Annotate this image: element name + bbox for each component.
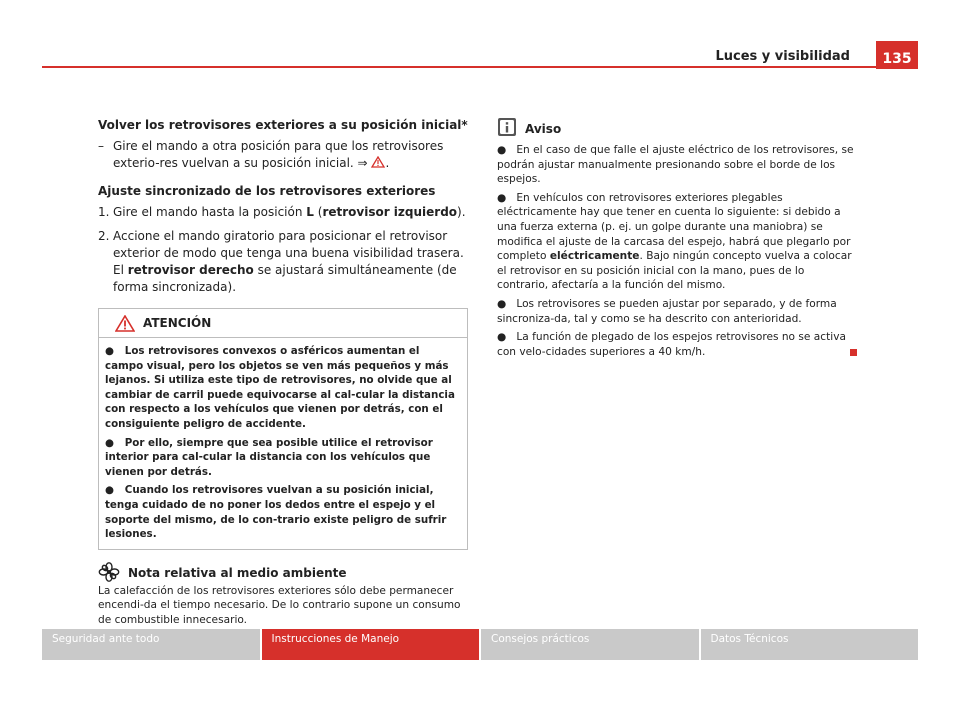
aviso-item-text: La función de plegado de los espejos retrovisores no se activa con velo-cidades superiores a 40 km/h.	[497, 331, 846, 358]
warning-ref-icon[interactable]	[371, 156, 385, 173]
attention-item	[105, 483, 461, 541]
bullet: ●	[497, 191, 507, 204]
bullet: ●	[105, 436, 114, 449]
header-title: Luces y visibilidad	[715, 49, 850, 64]
aviso-item	[497, 297, 857, 326]
bullet: ●	[497, 331, 507, 344]
aviso-item-text: En el caso de que falle el ajuste eléctrico de los retrovisores, se podrán ajustar manualmente presionando sobre el borde de los espejos.	[497, 144, 854, 186]
left-column	[98, 117, 468, 628]
step-bold-mirror: retrovisor izquierdo	[322, 205, 458, 219]
bullet: ●	[105, 484, 114, 497]
right-column	[497, 117, 857, 363]
info-note-icon	[497, 117, 517, 137]
tab-consejos[interactable]: Consejos prácticos	[481, 629, 699, 660]
step-text-part: ).	[457, 205, 466, 219]
warning-triangle-icon	[115, 315, 135, 332]
tab-datos[interactable]: Datos Técnicos	[701, 629, 919, 660]
step-number: 1.	[98, 205, 110, 219]
step-text	[113, 204, 466, 221]
environment-title: Nota relativa al medio ambiente	[128, 565, 347, 580]
section-heading-sync: Ajuste sincronizado de los retrovisores exteriores	[98, 184, 436, 198]
list-item	[98, 138, 468, 173]
step-number: 2.	[98, 229, 110, 243]
aviso-item-text: En vehículos con retrovisores exteriores plegables eléctricamente hay que tener en cuenta lo siguiente: si debido a una fuerza externa (p. ej. un golpe durante una maniobra) se modifica el ajuste de la carcasa del espejo, habrá que plegarlo por completo	[497, 191, 851, 263]
aviso-item	[497, 143, 857, 187]
attention-item	[105, 344, 461, 432]
section-heading-return: Volver los retrovisores exteriores a su posición inicial*	[98, 118, 468, 132]
environment-header	[98, 562, 468, 582]
bullet: ●	[497, 144, 507, 156]
dash-mark: –	[98, 139, 104, 153]
attention-header	[99, 309, 467, 338]
tab-instrucciones[interactable]: Instrucciones de Manejo	[262, 629, 480, 660]
list-item-text	[113, 138, 468, 173]
aviso-item-text: . Bajo ningún concepto vuelva a colocar el retrovisor en su posición inicial con la mano, pues de lo contrario, afectaría a la función del mismo.	[497, 250, 852, 292]
item-text: Gire el mando a otra posición para que los retrovisores exterio-res vuelvan a su posición inicial. ⇒	[113, 139, 444, 170]
aviso-header	[497, 117, 857, 137]
attention-item	[105, 436, 461, 480]
aviso-item	[497, 191, 857, 293]
attention-item-text: Cuando los retrovisores vuelvan a su posición inicial, tenga cuidado de no poner los dedos entre el espejo y el soporte del mismo, de lo con-trario existe peligro de sufrir lesiones.	[105, 484, 447, 541]
step-bold-mirror: retrovisor derecho	[127, 263, 254, 277]
step-text	[113, 228, 468, 296]
attention-body	[99, 338, 467, 549]
footer-nav	[42, 629, 918, 660]
step-1	[98, 204, 468, 221]
aviso-title: Aviso	[525, 122, 562, 137]
aviso-item	[497, 330, 857, 359]
end-of-section-mark	[850, 349, 857, 356]
step-text-part: Accione el mando giratorio para posicionar el retrovisor exterior de modo que tenga una buena visibilidad trasera. El	[113, 229, 464, 277]
attention-item-text: Por ello, siempre que sea posible utilice el retrovisor interior para cal-cular la distancia con los vehículos que vienen por detrás.	[105, 436, 433, 478]
aviso-item-text: Los retrovisores se pueden ajustar por separado, y de forma sincroniza-da, tal y como se ha descrito con anterioridad.	[497, 297, 837, 325]
step-2	[98, 228, 468, 296]
flower-icon	[98, 562, 120, 582]
tab-seguridad[interactable]: Seguridad ante todo	[42, 629, 260, 660]
bullet: ●	[105, 345, 114, 357]
attention-title: ATENCIÓN	[143, 316, 212, 330]
step-text-part: se ajustará simultáneamente (de forma sincronizada).	[113, 263, 457, 294]
attention-box	[98, 308, 468, 550]
item-tail: .	[385, 156, 390, 170]
aviso-bold: eléctricamente	[549, 250, 640, 263]
header-rule	[42, 66, 876, 68]
environment-text: La calefacción de los retrovisores exteriores sólo debe permanecer encendi-da el tiempo necesario. De lo contrario supone un consumo de combustible innecesario.	[98, 584, 461, 626]
step-bold-l: L	[306, 205, 314, 219]
attention-item-text: Los retrovisores convexos o asféricos aumentan el campo visual, pero los objetos se ven más pequeños y más lejanos. Si utiliza este tipo de retrovisores, no olvide que al cambiar de carril puede equivocarse al cal-cular la distancia con respecto a los vehículos que vienen por detrás, con el consiguiente peligro de accidente.	[105, 345, 455, 430]
bullet: ●	[497, 297, 507, 310]
page-number: 135	[876, 41, 918, 69]
step-text-part: (	[313, 205, 323, 219]
step-text-part: Gire el mando hasta la posición	[113, 205, 307, 219]
